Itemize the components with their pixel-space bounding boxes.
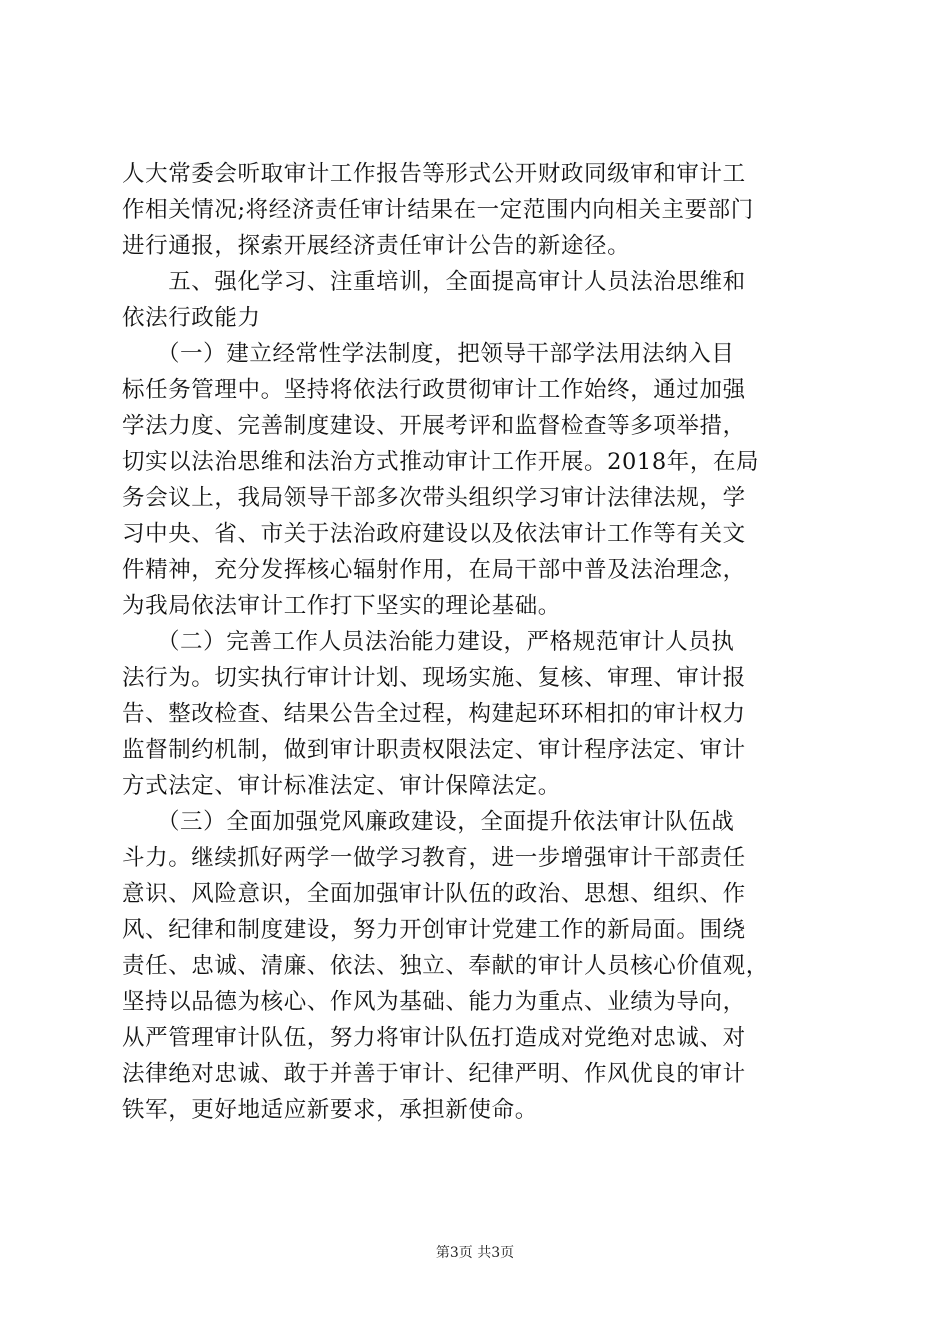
section-heading-line: 依法行政能力 [122,305,261,331]
page-number-footer: 第3页 共3页 [435,1245,515,1261]
body-text [122,156,834,1128]
text-line: 铁军，更好地适应新要求，承担新使命。 [122,1097,538,1123]
section-heading-line: 五、强化学习、注重培训，全面提高审计人员法治思维和 [122,269,746,295]
text-line: 告、整改检查、结果公告全过程，构建起环环相扣的审计权力 [122,701,746,727]
text-line: （三）全面加强党风廉政建设，全面提升依法审计队伍战 [122,809,735,835]
text-line: 法行为。切实执行审计计划、现场实施、复核、审理、审计报 [122,665,746,691]
text-line: 从严管理审计队伍，努力将审计队伍打造成对党绝对忠诚、对 [122,1025,746,1051]
text-line: 人大常委会听取审计工作报告等形式公开财政同级审和审计工 [122,161,746,187]
text-line: 法律绝对忠诚、敢于并善于审计、纪律严明、作风优良的审计 [122,1061,746,1087]
text-line: 风、纪律和制度建设，努力开创审计党建工作的新局面。围绕 [122,917,746,943]
text-line: 方式法定、审计标准法定、审计保障法定。 [122,773,561,799]
text-line: 务会议上，我局领导干部多次带头组织学习审计法律法规，学 [122,485,746,511]
text-line: 学法力度、完善制度建设、开展考评和监督检查等多项举措， [122,413,746,439]
text-line: 进行通报，探索开展经济责任审计公告的新途径。 [122,233,631,259]
text-line: 习中央、省、市关于法治政府建设以及依法审计工作等有关文 [122,521,746,547]
text-line: 监督制约机制，做到审计职责权限法定、审计程序法定、审计 [122,737,746,763]
text-line: 责任、忠诚、清廉、依法、独立、奉献的审计人员核心价值观， [122,953,769,979]
text-line: （二）完善工作人员法治能力建设，严格规范审计人员执 [122,629,735,655]
text-line: 为我局依法审计工作打下坚实的理论基础。 [122,593,561,619]
text-line: 斗力。继续抓好两学一做学习教育，进一步增强审计干部责任 [122,845,746,871]
text-line: 意识、风险意识，全面加强审计队伍的政治、思想、组织、作 [122,881,746,907]
text-line: 坚持以品德为核心、作风为基础、能力为重点、业绩为导向， [122,989,746,1015]
text-line: 作相关情况;将经济责任审计结果在一定范围内向相关主要部门 [122,197,754,223]
text-line: （一）建立经常性学法制度，把领导干部学法用法纳入目 [122,341,735,367]
text-line: 标任务管理中。坚持将依法行政贯彻审计工作始终，通过加强 [122,377,746,403]
text-line: 切实以法治思维和法治方式推动审计工作开展。2018年，在局 [122,449,760,475]
text-line: 件精神，充分发挥核心辐射作用，在局干部中普及法治理念， [122,557,746,583]
